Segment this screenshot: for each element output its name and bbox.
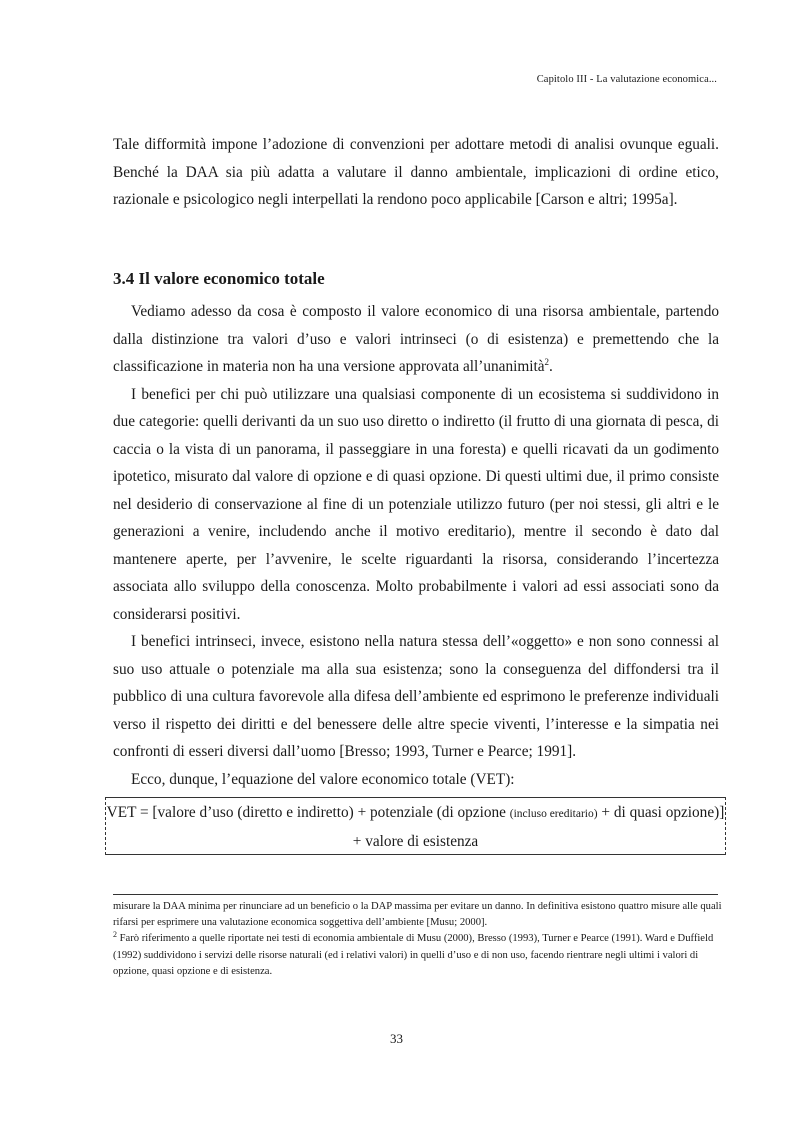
running-header: Capitolo III - La valutazione economica... [536,74,717,85]
paragraph-use-benefits: I benefici per chi può utilizzare una qualsiasi componente di un ecosistema si suddividono in due categorie: quelli derivanti da un suo uso diretto o indiretto (il frutto di una giornata di pesca, di caccia o la vista di un panorama, il passeggiare in una foresta) e quelli ricavati da un godimento ipotetico, misurato dal valore di opzione e di quasi opzione. Di questi ultimi due, il primo consiste nel desiderio di conservazione al fine di un potenziale utilizzo futuro (per noi stessi, gli altri e le generazioni a venire, includendo anche il motivo ereditario), mentre il secondo è dato dal mantenere aperte, per l’avvenire, le scelte riguardanti la risorsa, considerando l’incertezza associata allo sviluppo della conoscenza. Molto probabilmente i valori ad essi associati sono da considerarsi positivi. [113,385,719,623]
section-heading: 3.4 Il valore economico totale [113,269,325,288]
paragraph-intrinsic-benefits: I benefici intrinseci, invece, esistono nella natura stessa dell’«oggetto» e non sono connessi al suo uso attuale o potenziale ma alla sua esistenza; sono la conseguenza del diffondersi tra il pubblico di una cultura favorevole alla difesa dell’ambiente ed esprimono le preferenze individuali verso il rispetto dei diritti e del benessere delle altre specie viventi, l’interesse e la simpatia nei confronti di esseri diversi dall’uomo [Bresso; 1993, Turner e Pearce; 1991]. [113,633,719,760]
equation-small-note: (incluso ereditario) [509,808,598,820]
equation-part-2: + di quasi opzione)] + valore di esistenza [352,804,725,850]
footnotes [113,899,723,980]
footnote-2-number: 2 [113,930,117,940]
intro-paragraph: Tale difformità impone l’adozione di convenzioni per adottare metodi di analisi ovunque eguali. Benché la DAA sia più adatta a valutare il danno ambientale, implicazioni di ordine etico, razionale e psicologico negli interpellati la rendono poco applicabile [Carson e altri; 1995a]. [113,136,719,208]
vet-equation-box [105,797,726,855]
footnote-divider [113,894,718,895]
paragraph-equation-intro: Ecco, dunque, l’equazione del valore economico totale (VET): [131,770,515,788]
equation-part-1: VET = [valore d’uso (diretto e indiretto) + potenziale (di opzione [106,804,510,821]
paragraph-vet-intro [113,298,719,381]
footnote-ref-2[interactable]: 2 [544,357,550,367]
paragraph-text: Vediamo adesso da cosa è composto il valore economico di una risorsa ambientale, partendo dalla distinzione tra valori d’uso e valori intrinseci (o di esistenza) e premettendo che la classificazione in materia non ha una versione approvata all’unanimità [113,303,719,375]
section-body [113,298,719,793]
footnote-2 [113,931,723,980]
paragraph-end: . [549,358,553,375]
footnote-continuation: misurare la DAA minima per rinunciare ad un beneficio o la DAP massima per evitare un danno. In definitiva esistono quattro misure alle quali rifarsi per esprimere una valutazione economica soggettiva dell’ambiente [Musu; 2000]. [113,901,722,929]
footnote-2-text: Farò riferimento a quelle riportate nei testi di economia ambientale di Musu (2000), Bresso (1993), Turner e Pearce (1991). Ward e Duffield (1992) suddividono i servizi delle risorse naturali (ed i relativi valori) in quelli d’uso e di non uso, facendo rientrare negli ultimi i valori di opzione, quasi opzione e di esistenza. [113,933,714,977]
page-number: 33 [390,1031,403,1046]
